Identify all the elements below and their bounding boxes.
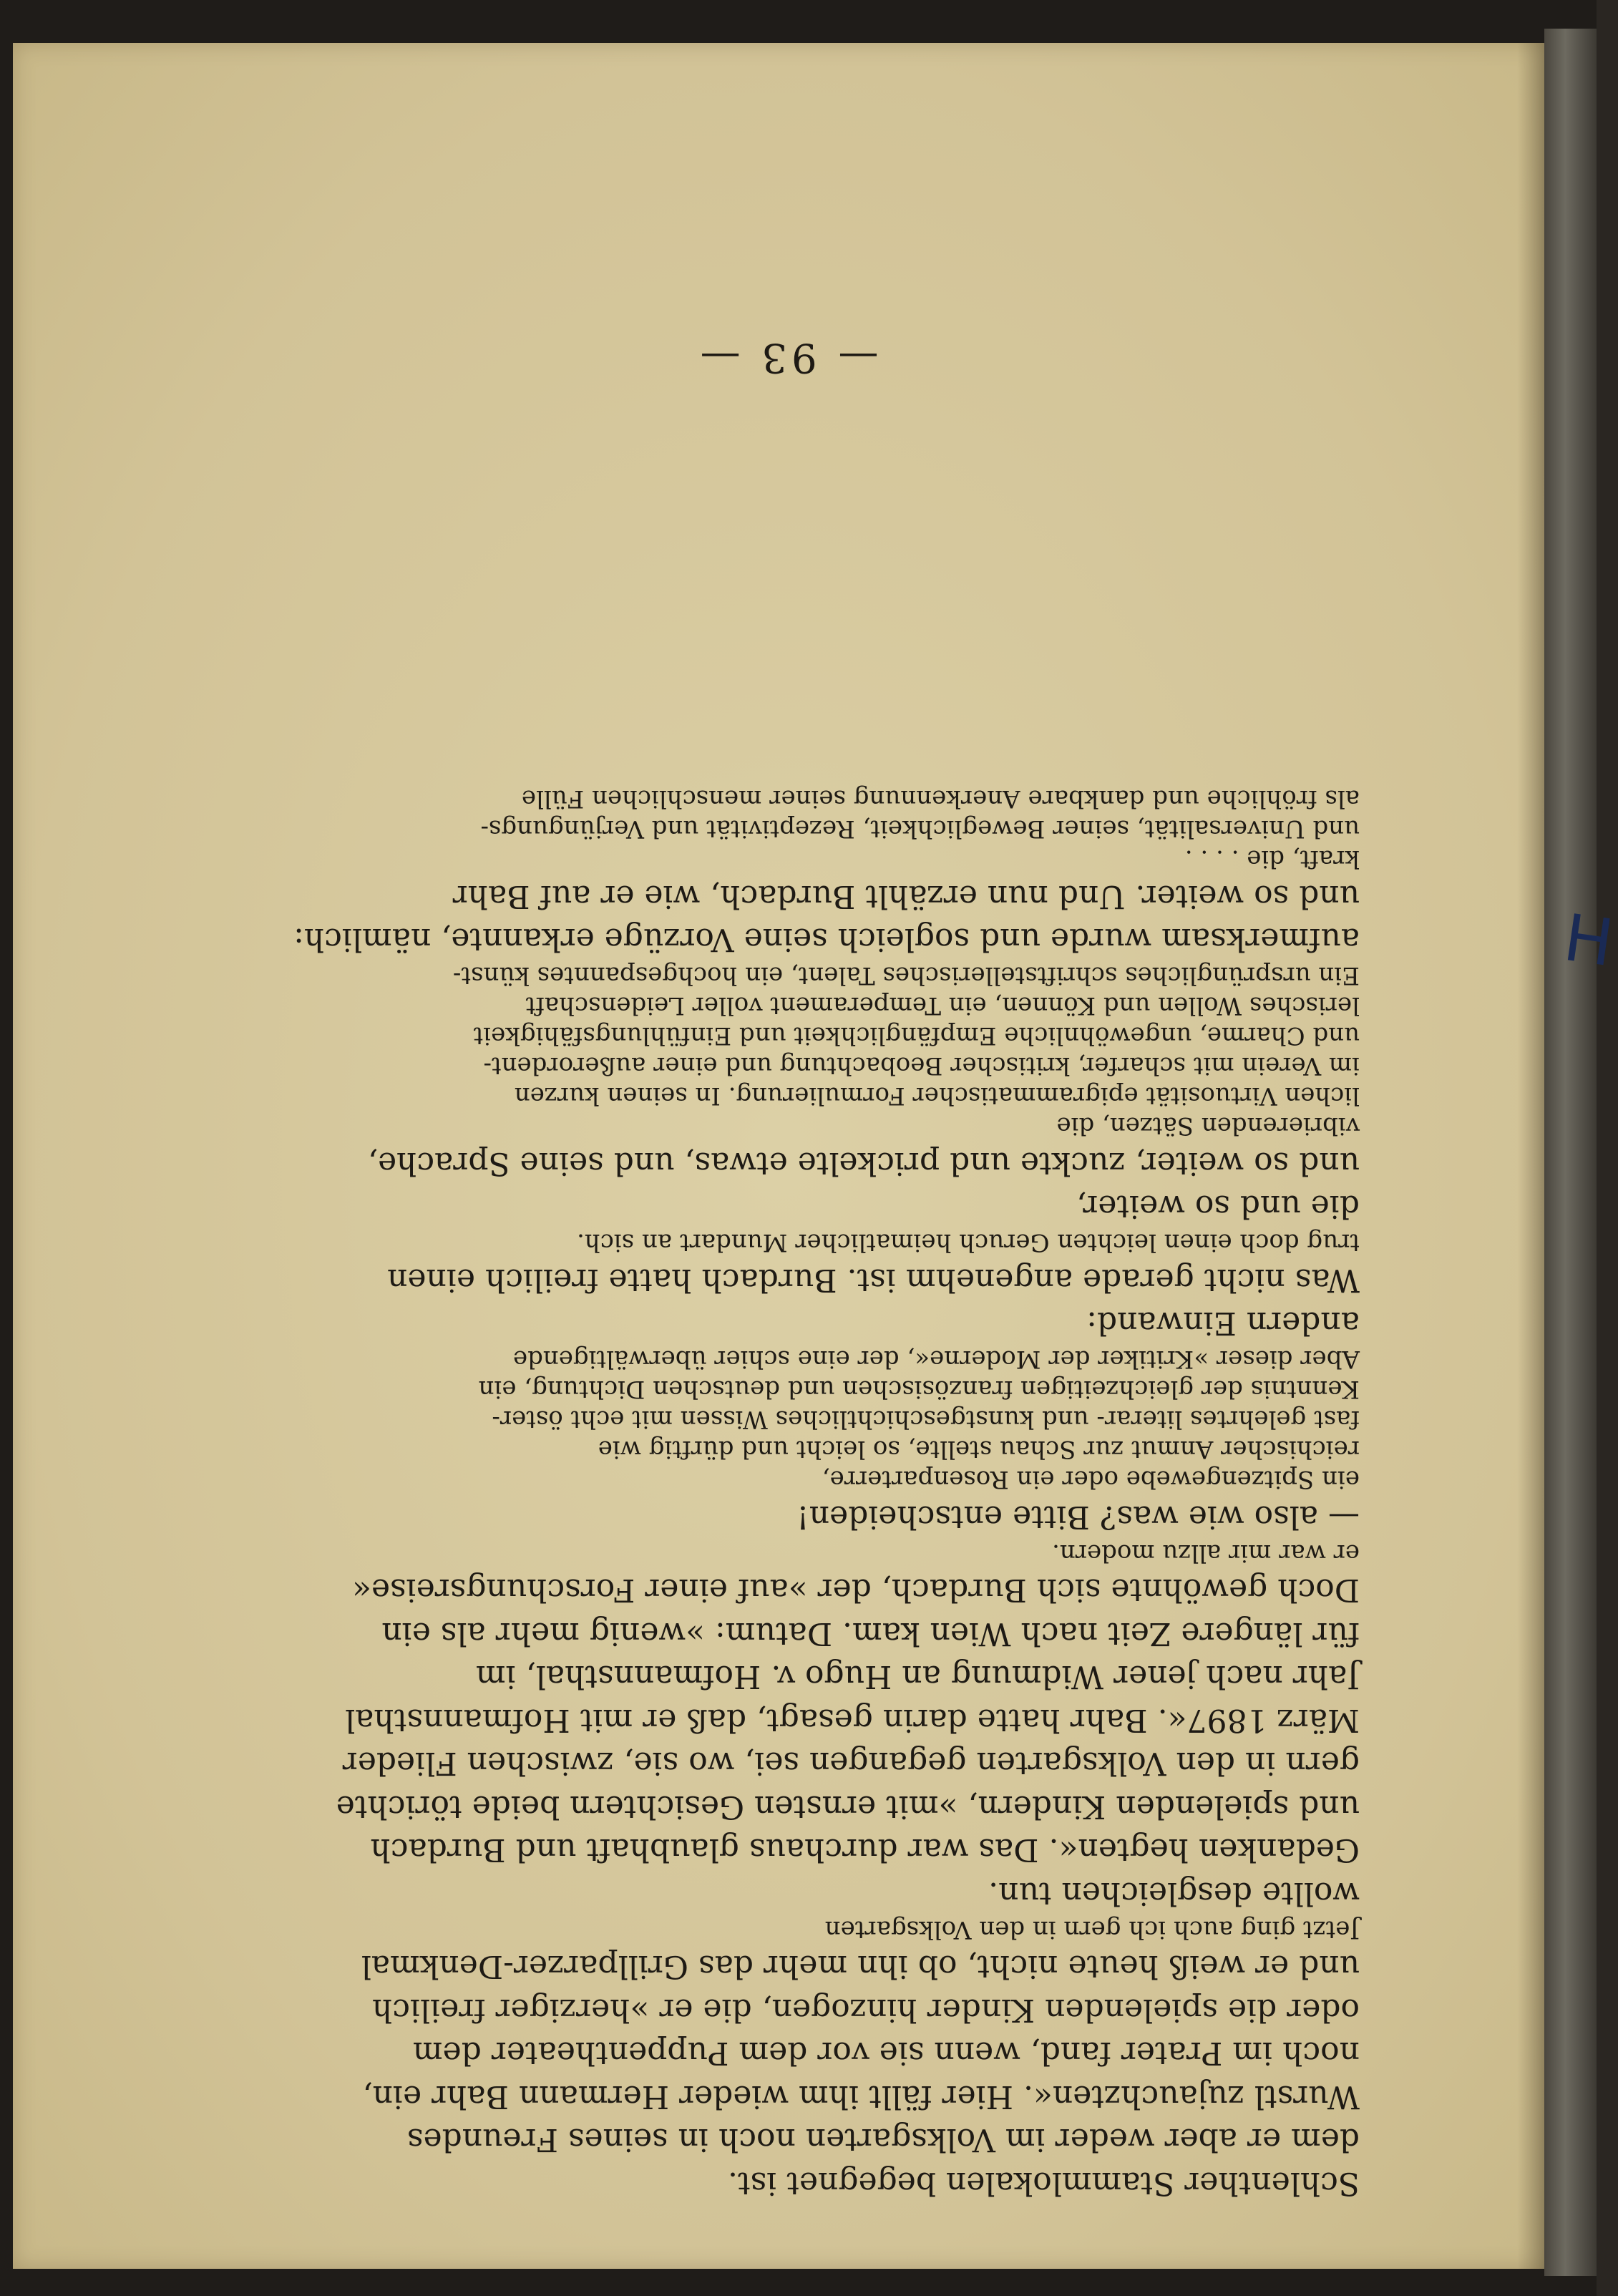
margin-annotation: H [1559,900,1618,982]
text-line: aufmerksam wurde und sogleich seine Vorzüge erkannte, nämlich: [293,921,1360,958]
text-column [215,784,1360,2205]
text-line: und spielenden Kindern, »mit ernsten Gesichtern beide törichte [336,1789,1360,1825]
rotated-page-content [215,329,1360,2204]
quote-line: als fröhliche und dankbare Anerkennung seiner menschlichen Fülle [521,784,1360,814]
text-line: noch im Prater fand, wenn sie vor dem Puppentheater dem [412,2035,1360,2072]
text-line: März 1897«. Bahr hatte darin gesagt, daß er mit Hofmannsthal [345,1702,1360,1738]
quote-line: Aber dieser »Kritiker der Moderne«, der eine schier überwältigende [512,1345,1360,1374]
quote-line: Jetzt ging auch ich gern in den Volksgarten [824,1915,1360,1944]
text-line: Doch gewöhnte sich Burdach, der »auf einer Forschungsreise« [352,1572,1360,1609]
quote-line: lerisches Wollen und Können, ein Temperament voller Leidenschaft [525,991,1360,1021]
quote-line: er war mir allzu modern. [1052,1539,1360,1567]
book-binding [1544,29,1597,2276]
text-line: oder die spielenden Kinder hinzogen, die er »herziger freilich [372,1992,1360,2028]
quote-line: Kenntnis der gleichzeitigen französischen und deutschen Dichtung, ein [478,1375,1360,1404]
quote-line: fast gelehrtes literar- und kunstgeschichtliches Wissen mit echt öster- [492,1405,1360,1434]
text-line: andern Einwand: [1086,1305,1360,1342]
text-line: und so weiter, zuckte und prickelte etwas, und seine Sprache, [368,1145,1360,1182]
text-line: Jahr nach jener Widmung an Hugo v. Hofmannsthal, im [475,1658,1360,1696]
text-line: die und so weiter, [1076,1188,1360,1225]
page-number: — 93 — [696,334,879,381]
text-line: Schlenther Stammlokalen begegnet ist. [728,2165,1360,2202]
text-line: Gedanken hegten«. Das war durchaus glaubhaft und Burdach [370,1832,1360,1869]
text-line: dem er aber weder im Volksgarten noch in seines Freundes [406,2121,1360,2159]
text-line: wollte desgleichen tun. [988,1875,1360,1912]
text-line: Wurstl zujauchzten«. Hier fällt ihm wieder Hermann Bahr ein, [362,2078,1360,2115]
quote-line: trug doch einen leichten Geruch heimatlicher Mundart an sich. [577,1228,1360,1258]
text-line: für längere Zeit nach Wien kam. Datum: »wenig mehr als ein [381,1615,1360,1652]
text-line: Was nicht gerade angenehm ist. Burdach hatte freilich einen [387,1262,1360,1298]
quote-line: lichen Virtuosität epigrammatischer Formulierung. In seinen kurzen [514,1081,1360,1111]
quote-line: und Charme, ungewöhnliche Empfänglichkeit und Einfühlungsfähigkeit [473,1021,1360,1051]
text-line: und er weiß heute nicht, ob ihn mehr das Grillparzer-Denkmal [361,1948,1360,1985]
text-line: und so weiter. Und nun erzählt Burdach, wie er auf Bahr [452,878,1360,915]
quote-line: Ein ursprüngliches schriftstellerisches Talent, ein hochgespanntes künst- [452,961,1360,991]
page-gutter-shadow [1517,43,1546,2269]
quote-line: ein Spitzengewebe oder ein Rosenparterre, [822,1465,1360,1494]
quote-line: im Verein mit scharfer, kritischer Beobachtung und einer außerordent- [483,1051,1360,1081]
quote-line: vibrierenden Sätzen, die [1056,1111,1360,1141]
quote-line: kraft, die . . . . [1184,845,1360,874]
text-line: gern in den Volksgarten gegangen sei, wo sie, zwischen Flieder [342,1745,1360,1782]
quote-line: reichischer Anmut zur Schau stellte, so leicht und dürftig wie [598,1435,1360,1464]
text-line: — also wie was? Bitte entscheiden! [796,1499,1360,1535]
quote-line: und Universalität, seiner Beweglichkeit, Rezeptivität und Verjüngungs- [480,814,1360,844]
